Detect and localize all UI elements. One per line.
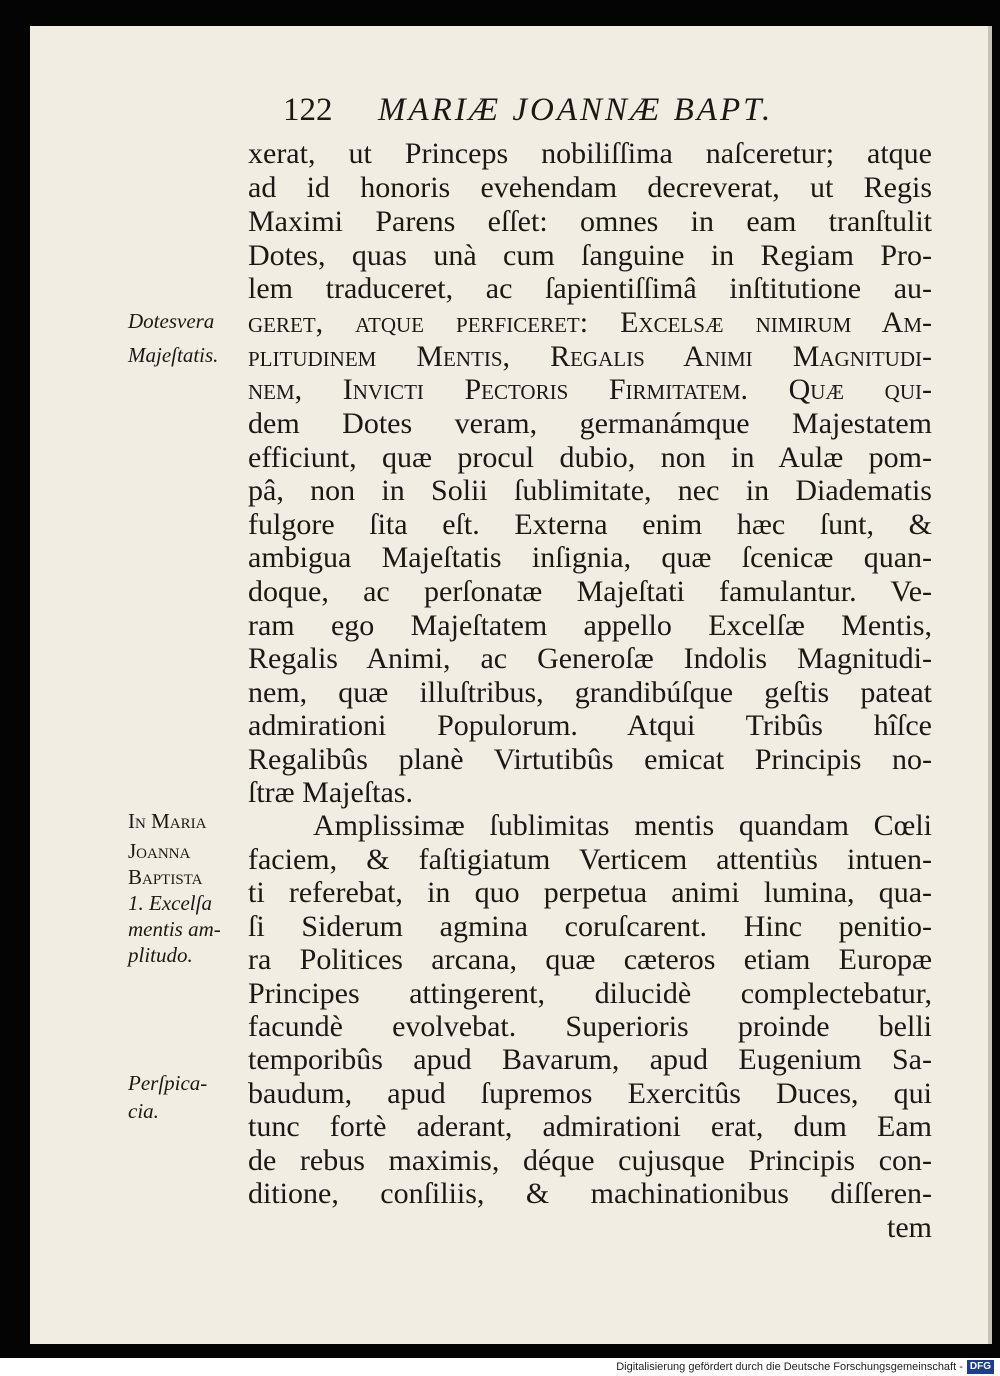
margin-note: Majeſtatis. bbox=[128, 343, 219, 367]
text-line: tunc fortè aderant, admirationi erat, dum Eam bbox=[248, 1110, 932, 1143]
margin-note: 1. Excelſa bbox=[128, 891, 212, 915]
running-title: MARIÆ JOANNÆ BAPT. bbox=[378, 92, 774, 128]
margin-note: mentis am- bbox=[128, 917, 221, 941]
text-line: ad id honoris evehendam decreverat, ut Regis bbox=[248, 171, 932, 204]
text-line: efficiunt, quæ procul dubio, non in Aulæ pom- bbox=[248, 441, 932, 474]
text-line: ti referebat, in quo perpetua animi lumina, qua- bbox=[248, 876, 932, 909]
catchword: tem bbox=[887, 1211, 932, 1244]
text-line: xerat, ut Princeps nobiliſſima naſceretur; atque bbox=[248, 137, 932, 170]
text-line: faciem, & faſtigiatum Verticem attentiùs intuen- bbox=[248, 843, 932, 876]
text-line: Dotes, quas unà cum ſanguine in Regiam Pro- bbox=[248, 239, 932, 272]
footer-text: Digitalisierung gefördert durch die Deutsche Forschungsgemeinschaft - bbox=[616, 1361, 963, 1373]
margin-note: Dotesvera bbox=[128, 309, 215, 333]
text-line: Regalis Animi, ac Generoſæ Indolis Magnitudi- bbox=[248, 642, 932, 675]
text-line: nem, quæ illuſtribus, grandibúſque geſtis pateat bbox=[248, 676, 932, 709]
text-line: Maximi Parens eſſet: omnes in eam tranſtulit bbox=[248, 205, 932, 238]
margin-note: cia. bbox=[128, 1099, 159, 1123]
text-line: lem traduceret, ac ſapientiſſimâ inſtitutione au- bbox=[248, 272, 932, 305]
text-line: ſi Siderum agmina coruſcarent. Hinc penitio- bbox=[248, 910, 932, 943]
margin-note: Perſpica- bbox=[128, 1071, 208, 1095]
margin-note: Baptista bbox=[128, 865, 203, 889]
text-line: baudum, apud ſupremos Exercitûs Duces, qui bbox=[248, 1077, 932, 1110]
text-line: dem Dotes veram, germanámque Majestatem bbox=[248, 407, 932, 440]
text-line: ram ego Majeſtatem appello Excelſæ Mentis, bbox=[248, 609, 932, 642]
text-line: Amplissimæ ſublimitas mentis quandam Cœli bbox=[313, 809, 932, 842]
margin-note: Joanna bbox=[128, 839, 191, 863]
text-line: fulgore ſita eſt. Externa enim hæc ſunt, & bbox=[248, 508, 932, 541]
text-line: doque, ac perſonatæ Majeſtati famulantur. Ve- bbox=[248, 575, 932, 608]
text-line: ſtræ Majeſtas. bbox=[248, 776, 413, 809]
text-line: de rebus maximis, déque cujusque Principis con- bbox=[248, 1144, 932, 1177]
text-line: facundè evolvebat. Superioris proinde belli bbox=[248, 1010, 932, 1043]
margin-note: In Maria bbox=[128, 809, 207, 833]
text-line: pâ, non in Solii ſublimitate, nec in Diadematis bbox=[248, 474, 932, 507]
text-line: temporibûs apud Bavarum, apud Eugenium Sa- bbox=[248, 1043, 932, 1076]
margin-note: plitudo. bbox=[128, 943, 193, 967]
text-line: geret, atque perficeret: Excelsæ nimirum Am- bbox=[248, 306, 932, 339]
text-line: ditione, conſiliis, & machinationibus diſſeren- bbox=[248, 1177, 932, 1210]
text-line: admirationi Populorum. Atqui Tribûs hîſce bbox=[248, 709, 932, 742]
text-line: Regalibûs planè Virtutibûs emicat Principis no- bbox=[248, 743, 932, 776]
dfg-logo: DFG bbox=[967, 1360, 994, 1374]
text-line: ra Politices arcana, quæ cæteros etiam Europæ bbox=[248, 943, 932, 976]
text-line: ambigua Majeſtatis inſignia, quæ ſcenicæ quan- bbox=[248, 541, 932, 574]
running-header bbox=[283, 90, 843, 130]
text-line: plitudinem Mentis, Regalis Animi Magnitudi- bbox=[248, 340, 932, 373]
text-line: Principes attingerent, dilucidè complectebatur, bbox=[248, 977, 932, 1010]
page-number: 122 bbox=[283, 92, 333, 128]
text-line: nem, Invicti Pectoris Firmitatem. Quæ qui- bbox=[248, 373, 932, 406]
digitization-footer bbox=[0, 1358, 1000, 1376]
